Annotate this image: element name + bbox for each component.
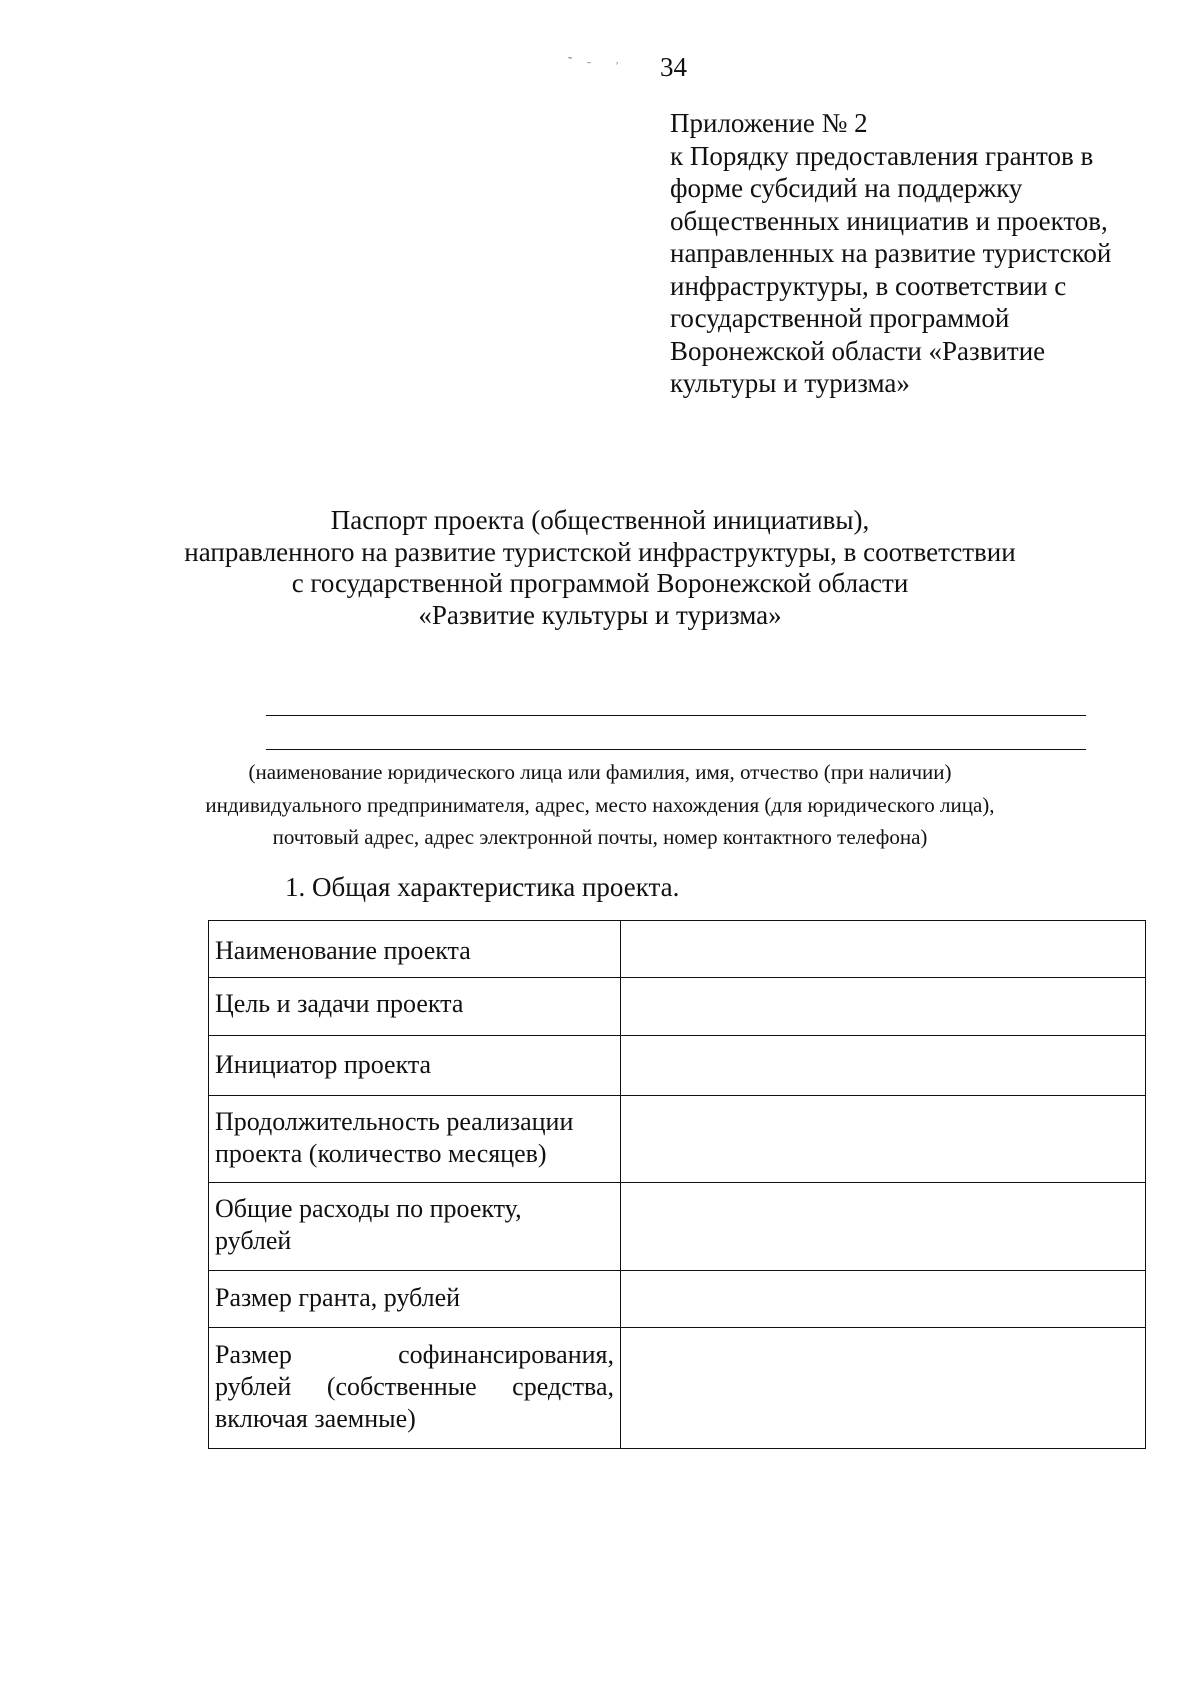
label-line: Цель и задачи проекта [215, 989, 464, 1018]
appendix-line: общественных инициатив и проектов, [670, 205, 1108, 236]
label-line: рублей [215, 1226, 292, 1255]
appendix-line: форме субсидий на поддержку [670, 173, 1023, 203]
value-cell-initiator[interactable] [621, 1036, 1146, 1096]
row-label-goals [209, 978, 621, 1036]
value-cell-goals[interactable] [621, 978, 1146, 1036]
table-row [209, 1183, 1146, 1271]
caption-line: почтовый адрес, адрес электронной почты, номер контактного телефона) [272, 825, 928, 849]
row-label-initiator [209, 1036, 621, 1096]
table-row [209, 1328, 1146, 1449]
label-line: Общие расходы по проекту, [215, 1194, 522, 1223]
label-line: включая заемные) [215, 1404, 416, 1433]
applicant-blank-line-1[interactable] [266, 715, 1086, 716]
title-line: направленного на развитие туристской инфраструктуры, в соответствии [184, 536, 1016, 567]
label-line: Размер гранта, рублей [215, 1283, 461, 1312]
applicant-blank-line-2[interactable] [266, 749, 1086, 750]
page-number: 34 [660, 52, 687, 82]
table-row [209, 1271, 1146, 1328]
title-line: с государственной программой Воронежской области [291, 568, 909, 598]
project-characteristics-table [208, 920, 1146, 1449]
value-cell-grant-size[interactable] [621, 1271, 1146, 1328]
label-line: проекта (количество месяцев) [215, 1139, 547, 1168]
caption-line: индивидуального предпринимателя, адрес, место нахождения (для юридического лица), [205, 792, 995, 817]
appendix-line: культуры и туризма» [670, 368, 910, 398]
title-line: «Развитие культуры и туризма» [418, 599, 782, 630]
row-label-duration [209, 1096, 621, 1183]
label-line: рублей (собственные средства, [215, 1372, 614, 1401]
scan-artifacts: ˜ ˗ ˒ [568, 54, 625, 68]
value-cell-duration[interactable] [621, 1096, 1146, 1183]
label-line: Наименование проекта [215, 936, 471, 965]
appendix-line: Приложение № 2 [670, 108, 868, 138]
label-line: Размер софинансирования, [215, 1340, 614, 1369]
value-cell-cofinancing[interactable] [621, 1328, 1146, 1449]
row-label-project-name [209, 921, 621, 978]
applicant-caption [150, 756, 1050, 854]
appendix-line: направленных на развитие туристской [670, 238, 1112, 268]
appendix-line: к Порядку предоставления грантов в [670, 140, 1094, 171]
table-row [209, 1096, 1146, 1183]
table-row [209, 1036, 1146, 1096]
table-row [209, 921, 1146, 978]
appendix-line: государственной программой [670, 303, 1010, 333]
section-heading: 1. Общая характеристика проекта. [285, 872, 680, 902]
value-cell-project-name[interactable] [621, 921, 1146, 978]
appendix-line: инфраструктуры, в соответствии с [670, 270, 1067, 301]
label-line: Продолжительность реализации [215, 1107, 574, 1136]
value-cell-total-costs[interactable] [621, 1183, 1146, 1271]
row-label-cofinancing [209, 1328, 621, 1449]
appendix-line: Воронежской области «Развитие [670, 335, 1046, 366]
row-label-grant-size [209, 1271, 621, 1328]
document-title [150, 505, 1050, 631]
row-label-total-costs [209, 1183, 621, 1271]
caption-line: (наименование юридического лица или фамилия, имя, отчество (при наличии) [248, 760, 952, 784]
appendix-header [670, 107, 1170, 400]
label-line: Инициатор проекта [215, 1050, 432, 1079]
title-line: Паспорт проекта (общественной инициативы), [330, 505, 870, 535]
table-row [209, 978, 1146, 1036]
